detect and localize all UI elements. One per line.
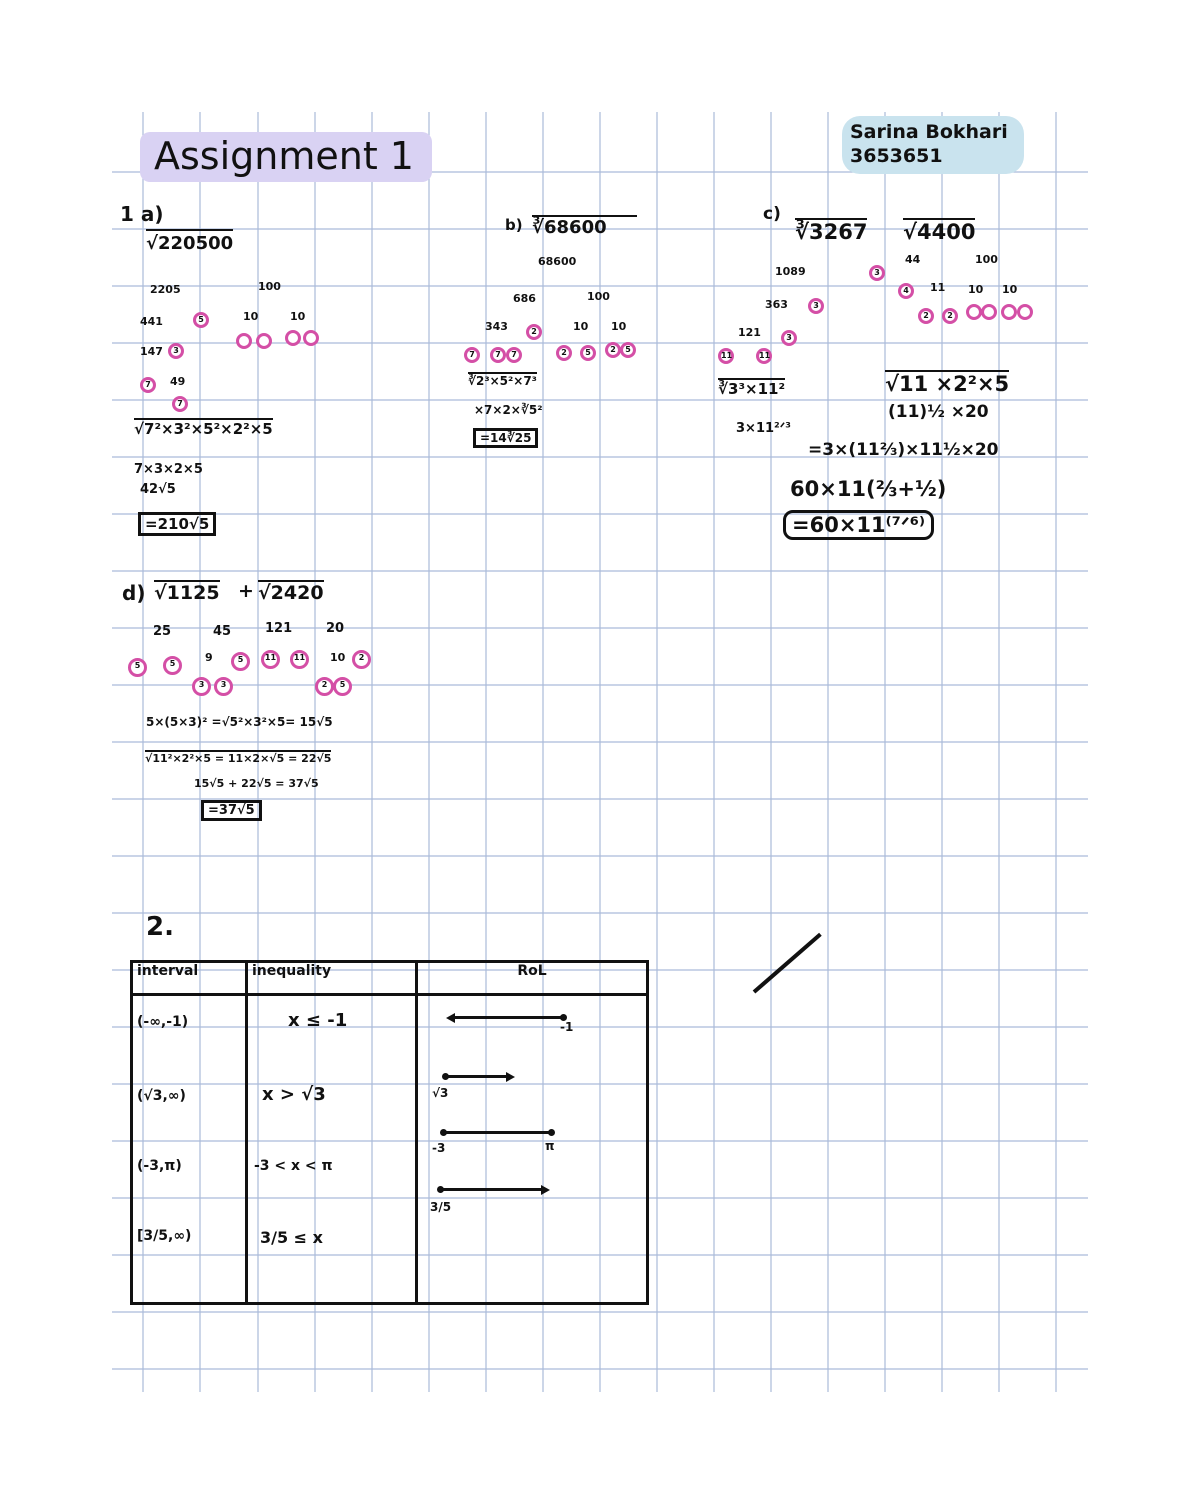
number-line [445, 1075, 509, 1078]
q1c-step1: ∛3³×11² [718, 380, 786, 398]
prime-circle: 11 [261, 650, 280, 669]
q1d-step2: √11²×2²×5 = 11×2×√5 = 22√5 [145, 752, 332, 765]
cell-inequality: 3/5 ≤ x [247, 1214, 417, 1284]
prime-circle: 3 [808, 298, 824, 314]
number-line [443, 1131, 551, 1134]
q1c-tree-node: 11 [930, 281, 946, 294]
number-line [452, 1016, 562, 1019]
q1c-radicand2: √4400 [903, 220, 976, 244]
q1c-tree-node: 363 [765, 298, 788, 311]
q1d-step1: 5×(5×3)² =√5²×3²×5= 15√5 [146, 715, 333, 729]
prime-circle: 4 [898, 283, 914, 299]
header-rol: RoL [417, 962, 648, 995]
q1d-tree-node: 25 [153, 624, 172, 639]
prime-circle: 5 [231, 652, 250, 671]
prime-circle: 5 [333, 677, 352, 696]
q1c-step6: 60×11(⅔+½) [790, 477, 947, 501]
cell-interval: (√3,∞) [132, 1070, 247, 1144]
q1b-answer: =14∛25 [473, 428, 538, 448]
q1c-step2: 3×11²ᐟ³ [736, 421, 791, 436]
prime-circle: 2 [352, 650, 371, 669]
q1d-plus: + [238, 580, 254, 602]
cell-inequality: x ≤ -1 [247, 995, 417, 1071]
q1c-tree-node: 100 [975, 253, 998, 266]
cell-interval: (-3,π) [132, 1144, 247, 1214]
q1b-tree-node: 68600 [538, 255, 577, 268]
prime-circle: 2 [526, 324, 542, 340]
student-id: 3653651 [850, 145, 943, 167]
q1a-answer: =210√5 [138, 512, 216, 536]
prime-circle [981, 304, 997, 320]
prime-circle [236, 333, 252, 349]
q1a-tree-node: 147 [140, 345, 163, 358]
endpoint-dot [548, 1129, 555, 1136]
prime-circle: 5 [580, 345, 596, 361]
table-header-row [132, 962, 648, 995]
prime-circle: 11 [718, 348, 734, 364]
table-row [132, 1144, 648, 1214]
number-line-label: √3 [432, 1086, 449, 1100]
table-row [132, 1214, 648, 1284]
q1d-tree-node: 10 [330, 651, 346, 664]
cell-interval: (-∞,-1) [132, 995, 247, 1071]
q1c-tree-node: 1089 [775, 265, 806, 278]
prime-circle: 3 [192, 677, 211, 696]
number-line-label: -3 [432, 1141, 446, 1155]
q1a-tree-node: 441 [140, 315, 163, 328]
q1a-tree-node: 10 [243, 310, 259, 323]
prime-circle [256, 333, 272, 349]
table-row [132, 1284, 648, 1304]
cell-inequality: x > √3 [247, 1070, 417, 1144]
prime-circle: 2 [315, 677, 334, 696]
prime-circle: 3 [869, 265, 885, 281]
q1c-step4: (11)½ ×20 [888, 402, 989, 422]
q1c-radicand1: ∛3267 [795, 220, 868, 244]
prime-circle: 3 [168, 343, 184, 359]
q1a-factored: √7²×3²×5²×2²×5 [134, 420, 273, 438]
q1c-tree-node: 121 [738, 326, 761, 339]
header-interval: interval [132, 962, 247, 995]
q1d-tree-node: 20 [326, 621, 345, 636]
q1c-label: c) [763, 204, 781, 224]
q1d-step3: 15√5 + 22√5 = 37√5 [194, 777, 319, 790]
prime-circle [1017, 304, 1033, 320]
prime-circle [303, 330, 319, 346]
q1c-answer: =60×11⁽⁷ᐟ⁶⁾ [783, 510, 934, 540]
prime-circle: 7 [506, 347, 522, 363]
q1a-radicand: √220500 [146, 229, 233, 254]
number-line [440, 1188, 544, 1191]
q1a-step: 7×3×2×5 [134, 462, 203, 477]
q1d-tree-node: 121 [265, 621, 293, 636]
prime-circle: 2 [556, 345, 572, 361]
cell-inequality: -3 < x < π [247, 1144, 417, 1214]
q1c-tree-node: 44 [905, 253, 921, 266]
number-line-label: -1 [560, 1020, 574, 1034]
number-line-label: 3/5 [430, 1200, 452, 1214]
q1c-tree-node: 10 [1002, 283, 1018, 296]
prime-circle: 7 [140, 377, 156, 393]
q1a-label: 1 a) [120, 202, 164, 226]
prime-circle: 11 [290, 650, 309, 669]
prime-circle: 5 [193, 312, 209, 328]
prime-circle [285, 330, 301, 346]
prime-circle: 7 [490, 347, 506, 363]
q1c-step3: √11 ×2²×5 [885, 372, 1010, 396]
prime-circle: 2 [918, 308, 934, 324]
prime-circle [1001, 304, 1017, 320]
prime-circle: 5 [163, 656, 182, 675]
q1b-factored: ∛2³×5²×7³ [468, 374, 537, 388]
q1d-expr2: √2420 [258, 582, 324, 604]
prime-circle: 7 [464, 347, 480, 363]
student-info [842, 116, 1024, 174]
prime-circle: 3 [214, 677, 233, 696]
prime-circle: 3 [781, 330, 797, 346]
prime-circle: 5 [128, 658, 147, 677]
q1c-tree-node: 10 [968, 283, 984, 296]
table-row [132, 1070, 648, 1144]
prime-circle: 2 [605, 342, 621, 358]
q1d-answer: =37√5 [201, 800, 262, 821]
q1d-tree-node: 45 [213, 624, 232, 639]
prime-circle: 7 [172, 396, 188, 412]
q1a-tree-node: 49 [170, 375, 186, 388]
student-name: Sarina Bokhari [850, 121, 1008, 143]
q1b-tree-node: 100 [587, 290, 610, 303]
q2-label: 2. [146, 912, 174, 942]
q1b-tree-node: 10 [573, 320, 589, 333]
number-line-label: π [545, 1139, 555, 1153]
cell-number-line [417, 1214, 648, 1284]
q1d-tree-node: 9 [205, 651, 213, 664]
header-inequality: inequality [247, 962, 417, 995]
arrow-right-icon [541, 1185, 550, 1195]
page-title: Assignment 1 [140, 132, 432, 182]
cell-number-line [417, 1144, 648, 1214]
q1d-expr1: √1125 [154, 582, 220, 604]
q1a-tree-node: 10 [290, 310, 306, 323]
q1a-step2: 42√5 [140, 482, 176, 497]
q1d-label: d) [122, 581, 146, 605]
prime-circle: 2 [942, 308, 958, 324]
q1b-radicand: ∛68600 [532, 215, 637, 238]
q1b-tree-node: 343 [485, 320, 508, 333]
q1b-label: b) [505, 216, 523, 234]
q1b-step: ×7×2×∛5² [474, 403, 543, 417]
prime-circle: 5 [620, 342, 636, 358]
cell-number-line [417, 995, 648, 1071]
interval-table [130, 960, 649, 1305]
q1b-tree-node: 686 [513, 292, 536, 305]
cell-interval: [3/5,∞) [132, 1214, 247, 1284]
q1b-tree-node: 10 [611, 320, 627, 333]
arrow-right-icon [506, 1072, 515, 1082]
prime-circle: 11 [756, 348, 772, 364]
q1a-tree-node: 100 [258, 280, 281, 293]
prime-circle [966, 304, 982, 320]
q1c-step5: =3×(11⅔)×11½×20 [808, 440, 999, 460]
q1a-tree-node: 2205 [150, 283, 181, 296]
